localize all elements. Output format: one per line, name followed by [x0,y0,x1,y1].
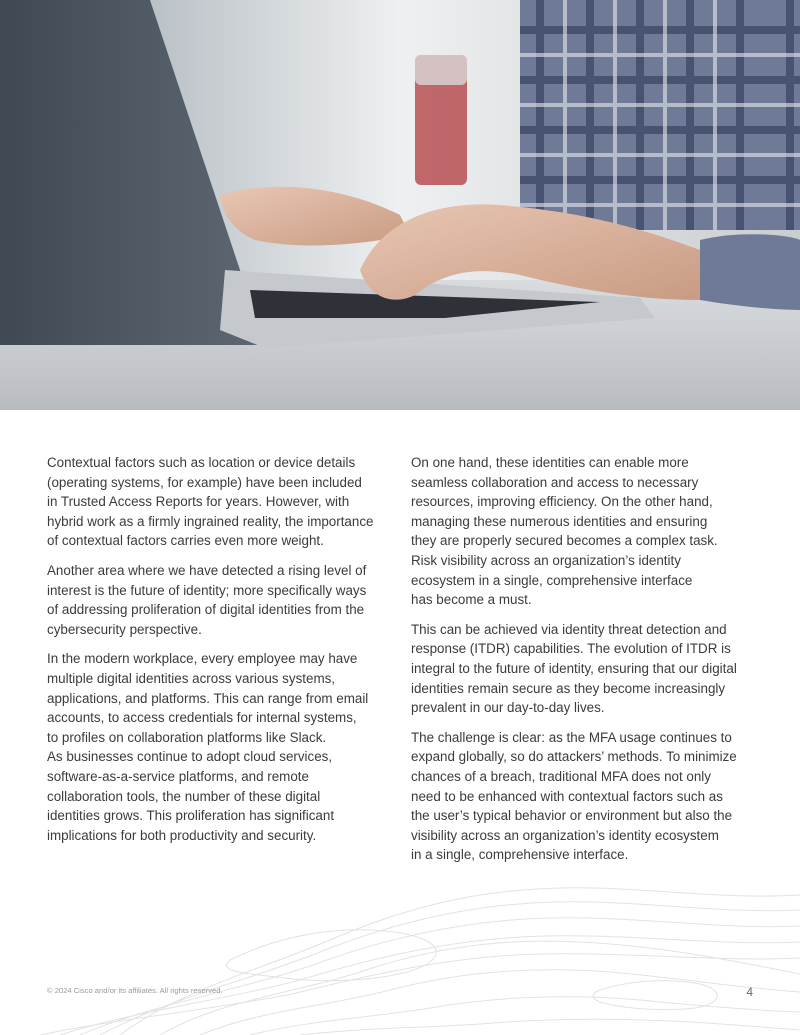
left-paragraph-1: Contextual factors such as location or device details (operating systems, for example) have been included in Trusted Access Reports for years. However, with hybrid work as a firmly ingrained reality, the importance of contextual factors carries even more weight. [47,455,374,549]
left-paragraph-3: In the modern workplace, every employee may have multiple digital identities across various systems, applications, and platforms. This can range from email accounts, to access credentials for internal systems, to profiles on collaboration platforms like Slack. As businesses continue to adopt cloud services, software-as-a-service platforms, and remote collaboration tools, the number of these digital identities grows. This proliferation has significant implications for both productivity and security. [47,651,369,843]
left-column [47,453,392,855]
right-paragraph-3: The challenge is clear: as the MFA usage continues to expand globally, so do attackers’ methods. To minimize chances of a breach, traditional MFA does not only need to be enhanced with contextual factors such as the user’s typical behavior or environment but also the visibility across an organization’s identity ecosystem in a single, comprehensive interface. [411,729,737,863]
left-paragraph-2: Another area where we have detected a rising level of interest is the future of identity; more specifically ways of addressing proliferation of digital identities from the cybersecurity perspective. [47,562,367,637]
laptop-typing-photo-icon [0,0,800,410]
right-paragraph-1: On one hand, these identities can enable more seamless collaboration and access to necessary resources, improving efficiency. On the other hand, managing these numerous identities and ensuring they are properly secured becomes a complex task. Risk visibility across an organization’s identity ecosystem in a single, comprehensive interface has become a must. [411,455,718,608]
hero-image [0,0,800,410]
contour-lines-decoration [0,880,800,1035]
right-paragraph-2: This can be achieved via identity threat detection and response (ITDR) capabilities. The evolution of ITDR is integral to the future of identity, ensuring that our digital identities remain secure as they become increasingly prevalent in our day-to-day lives. [411,621,737,716]
page-number: 4 [746,985,753,999]
right-column [411,453,756,875]
copyright-notice: © 2024 Cisco and/or its affiliates. All rights reserved. [47,986,223,995]
